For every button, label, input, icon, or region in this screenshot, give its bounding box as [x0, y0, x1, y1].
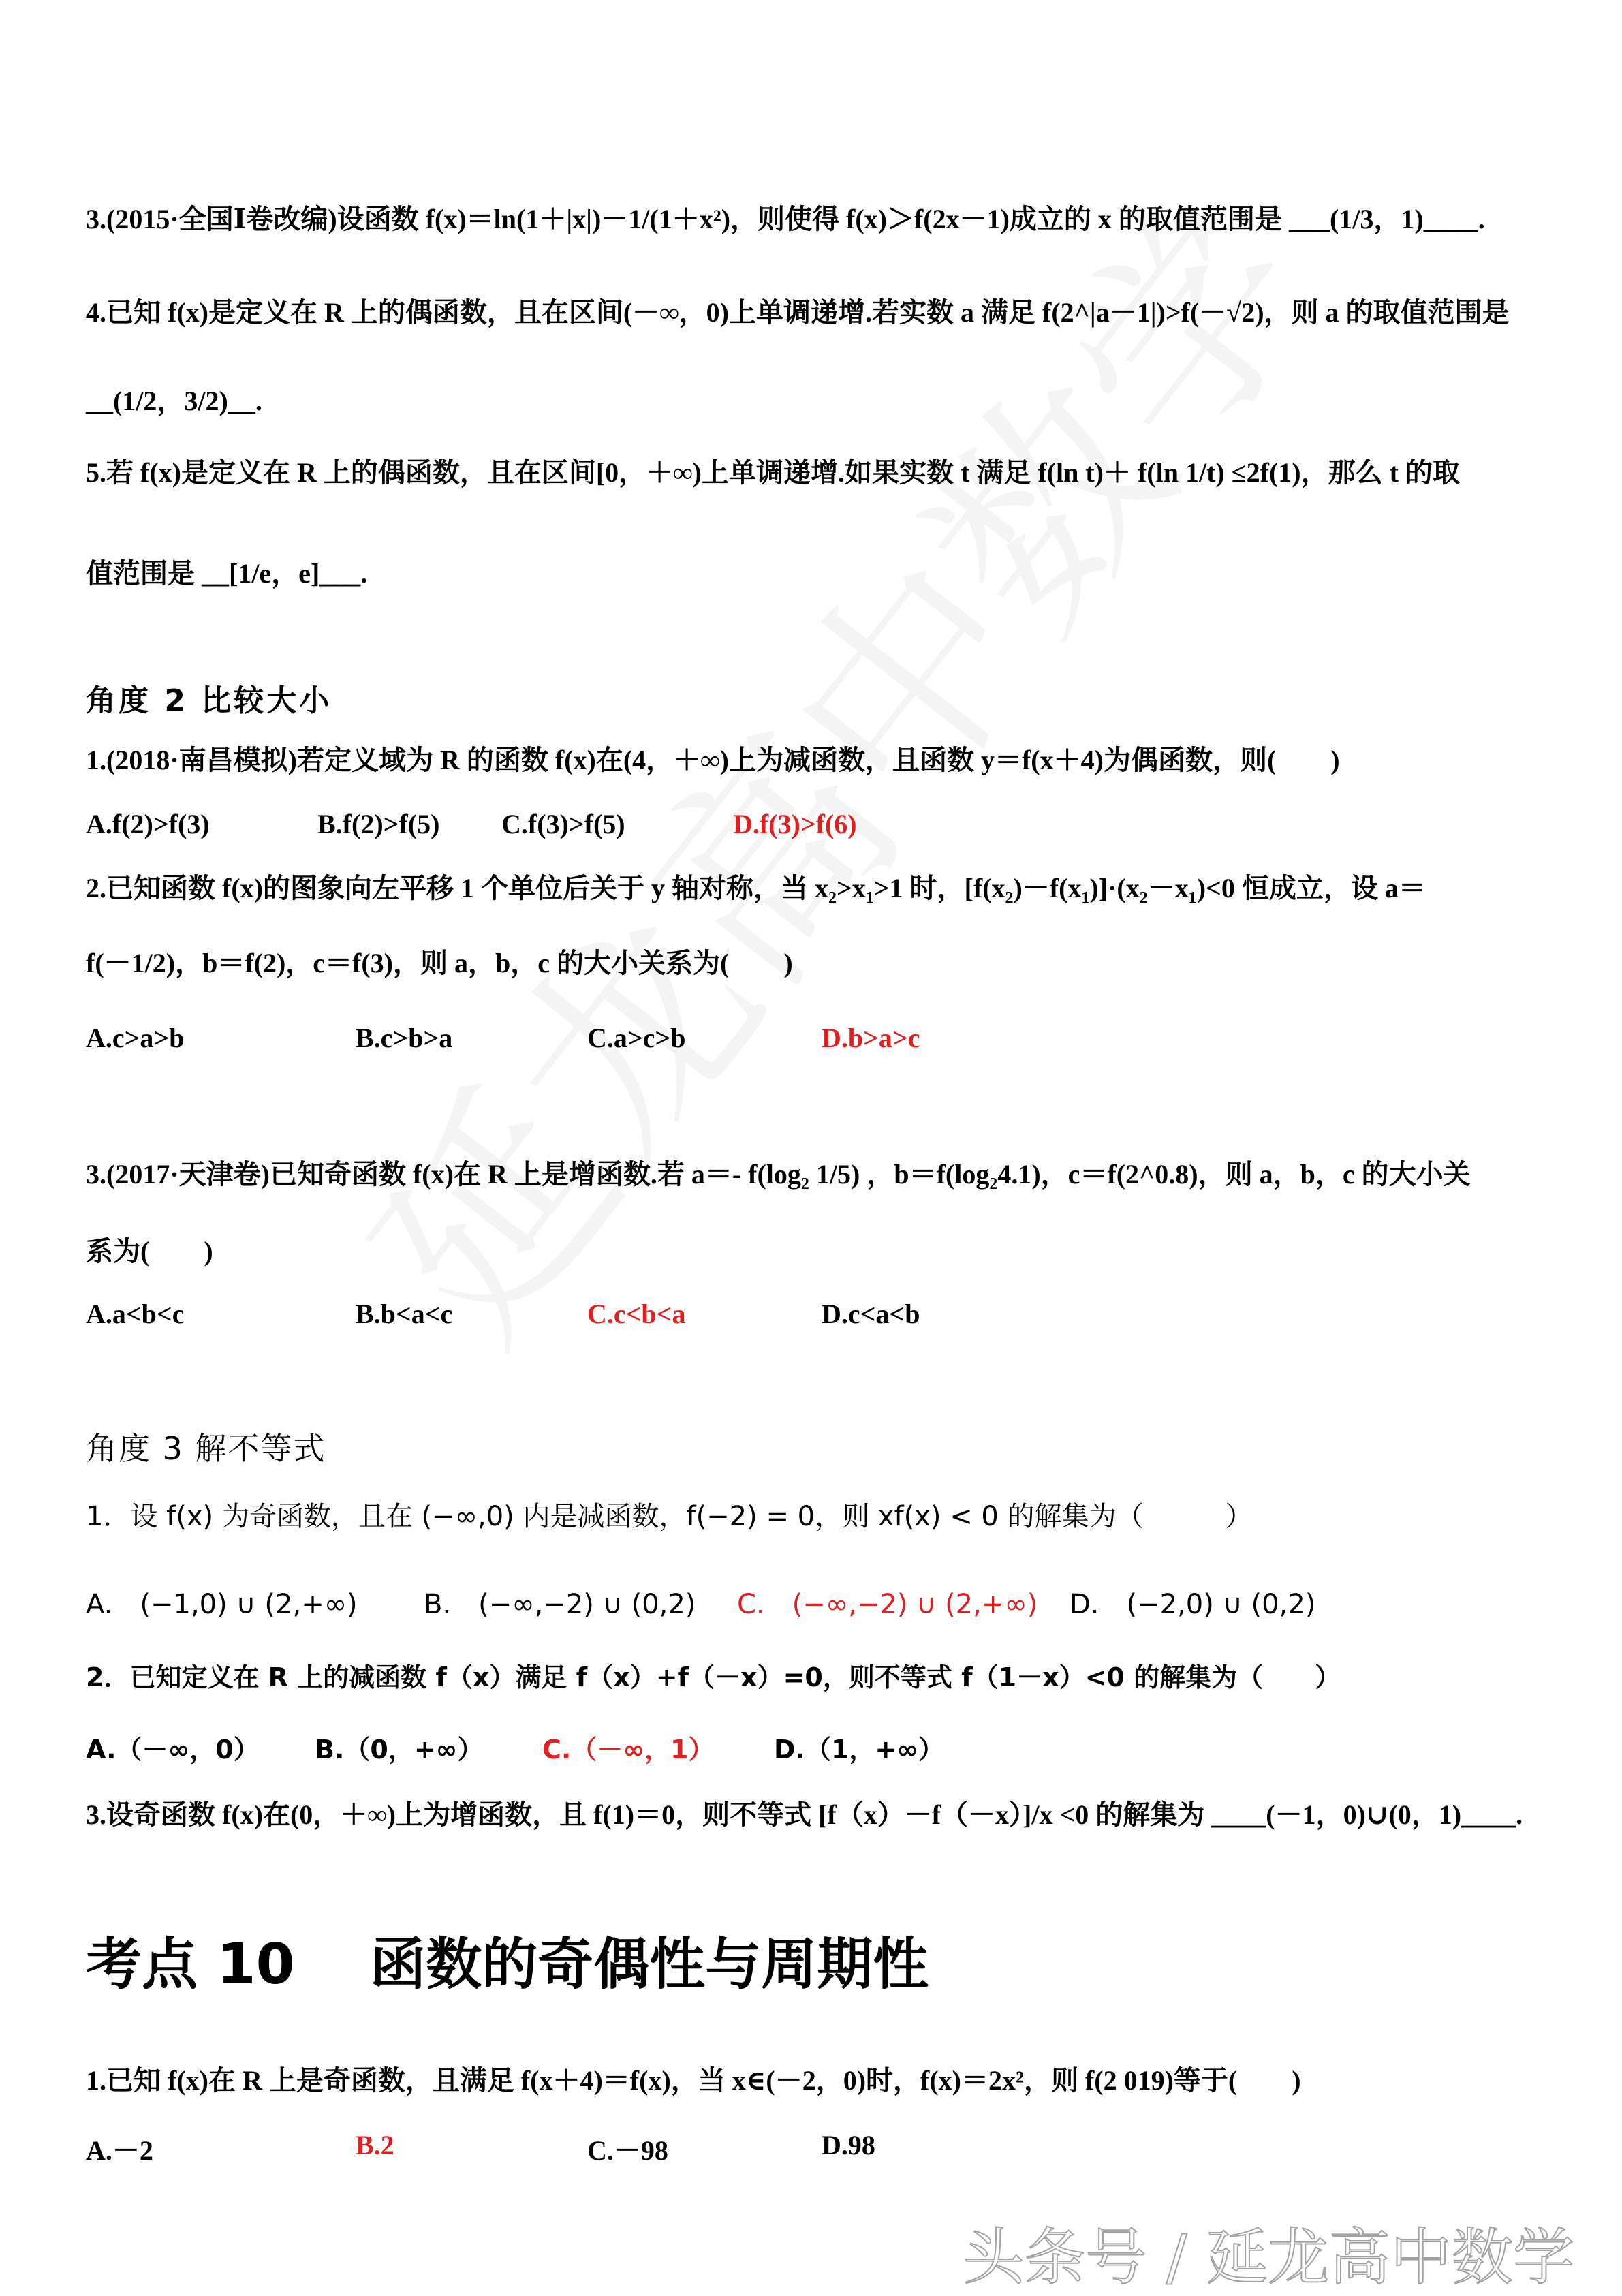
section-title: 考点 10 函数的奇偶性与周期性 [86, 1932, 929, 1997]
answer-blank: [1/e，e] [229, 558, 320, 589]
question-text-continued: 值范围是 [86, 558, 195, 589]
option-a: A.a<b<c [86, 1299, 185, 1329]
angle-2-heading: 角度 2 比较大小 [86, 683, 332, 718]
option-c: C.a>c>b [587, 1023, 686, 1053]
angle3-question-1 [86, 1500, 1547, 1533]
angle2-question-3 [86, 1158, 1547, 1191]
angle3-question-2 [86, 1662, 1547, 1694]
question-5-even-function [86, 456, 1547, 489]
question-text-continued: f(－1/2)，b＝f(2)，c＝f(3)，则 a，b，c 的大小关系为( ) [86, 948, 793, 978]
question-text: 2.已知函数 f(x)的图象向左平移 1 个单位后关于 y 轴对称，当 x₂>x₁>1 时，[f(x₂)－f(x₁)]·(x₂－x₁)<0 恒成立，设 a＝ [86, 873, 1426, 903]
question-text: 1.(2018·南昌模拟)若定义域为 R 的函数 f(x)在(4，＋∞)上为减函数，且函数 y＝f(x＋4)为偶函数，则( ) [86, 745, 1340, 775]
question-3-monotonic: 3.(2015·全国Ⅰ卷改编)设函数 f(x)＝ln(1＋|x|)－1/(1＋x²)，则使得 f(x)＞f(2x－1)成立的 x 的取值范围是 ___(1/3，1)____. [86, 204, 1485, 234]
option-d: D.（1，+∞） [774, 1735, 944, 1765]
question-5-answer-line: 值范围是 __[1/e，e]___. [86, 558, 368, 589]
angle2-question-2 [86, 872, 1547, 905]
option-c: C.f(3)>f(5) [501, 809, 625, 839]
option-c-correct: C. (−∞,−2) ∪ (2,+∞) [737, 1589, 1038, 1620]
angle-3-heading: 角度 3 解不等式 [86, 1430, 326, 1467]
question-text: 3.(2017·天津卷)已知奇函数 f(x)在 R 上是增函数.若 a＝- f(log₂ 1/5) ，b＝f(log₂4.1)，c＝f(2^0.8)，则 a，b，c 的大小关 [86, 1159, 1471, 1190]
section10-question-1 [86, 2064, 1547, 2097]
option-b: B.c>b>a [356, 1023, 453, 1053]
question-text-continued: 系为( ) [86, 1236, 213, 1267]
question-text: 5.若 f(x)是定义在 R 上的偶函数，且在区间[0，＋∞)上单调递增.如果实数 t 满足 f(ln t)＋ f(ln 1/t) ≤2f(1)，那么 t 的取 [86, 457, 1460, 488]
option-c: C.－98 [587, 2135, 668, 2166]
angle2-question-2-cont [86, 947, 1547, 980]
question-text: 4.已知 f(x)是定义在 R 上的偶函数，且在区间(－∞，0)上单调递增.若实数 a 满足 f(2^|a－1|)>f(－√2)，则 a 的取值范围是 [86, 297, 1510, 328]
option-d-correct: D.b>a>c [822, 1023, 920, 1053]
option-c-correct: C.（－∞，1） [542, 1735, 715, 1765]
option-b: B. (−∞,−2) ∪ (0,2) [424, 1589, 696, 1620]
question-4-answer-line: __(1/2，3/2)__. [86, 386, 262, 416]
footer-watermark: 头条号 / 延龙高中数学 [963, 2222, 1574, 2293]
answer-blank: (1/2，3/2) [113, 386, 228, 416]
question-text: 3.设奇函数 f(x)在(0，＋∞)上为增函数，且 f(1)＝0，则不等式 [f（x）－f（－x）]/x <0 的解集为 [86, 1799, 1205, 1830]
question-text: 1.已知 f(x)在 R 上是奇函数，且满足 f(x＋4)＝f(x)，当 x∈(－2，0)时，f(x)＝2x²，则 f(2 019)等于( ) [86, 2065, 1301, 2096]
option-b-correct: B.2 [356, 2130, 394, 2160]
option-a: A. (−1,0) ∪ (2,+∞) [86, 1589, 358, 1620]
question-text: 3.(2015·全国Ⅰ卷改编)设函数 f(x)＝ln(1＋|x|)－1/(1＋x²)，则使得 f(x)＞f(2x－1)成立的 x 的取值范围是 [86, 204, 1282, 234]
option-a: A.f(2)>f(3) [86, 809, 210, 839]
option-b: B.b<a<c [356, 1299, 453, 1329]
question-4-even-function [86, 296, 1547, 329]
question-text: 2．已知定义在 R 上的减函数 f（x）满足 f（x）+f（－x）=0，则不等式 f（1－x）<0 的解集为（ ） [86, 1662, 1341, 1692]
option-d: D.c<a<b [822, 1299, 920, 1329]
option-c-correct: C.c<b<a [587, 1299, 686, 1329]
option-a: A.（－∞，0） [86, 1735, 260, 1765]
option-d-correct: D.f(3)>f(6) [733, 809, 857, 839]
option-b: B.f(2)>f(5) [317, 809, 440, 839]
option-b: B.（0，+∞） [315, 1735, 484, 1765]
option-a: A.－2 [86, 2135, 153, 2166]
option-d: D.98 [822, 2130, 875, 2160]
angle3-question-3: 3.设奇函数 f(x)在(0，＋∞)上为增函数，且 f(1)＝0，则不等式 [f（x）－f（－x）]/x <0 的解集为 ____(－1，0)∪(0，1)____. [86, 1799, 1523, 1830]
question-text: 1．设 f(x) 为奇函数，且在 (−∞,0) 内是减函数，f(−2) = 0，则 xf(x) < 0 的解集为（ ） [86, 1501, 1253, 1532]
angle2-question-3-cont [86, 1235, 1547, 1268]
answer-blank: (1/3，1) [1329, 204, 1424, 234]
option-a: A.c>a>b [86, 1023, 185, 1053]
option-d: D. (−2,0) ∪ (0,2) [1070, 1589, 1316, 1620]
answer-blank: (－1，0)∪(0，1) [1266, 1799, 1462, 1830]
angle2-question-1 [86, 744, 1547, 777]
